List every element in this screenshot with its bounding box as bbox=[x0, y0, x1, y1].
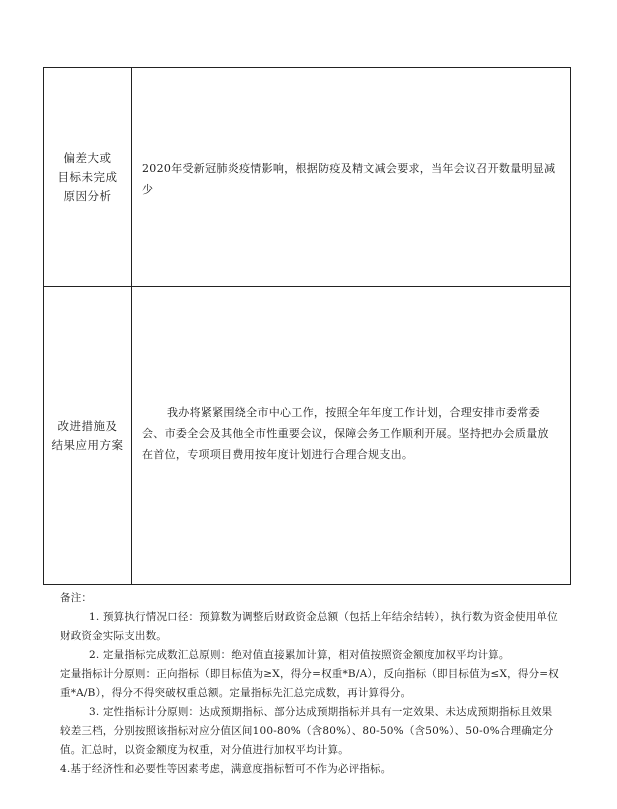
row-label-line: 偏差大或 bbox=[63, 150, 112, 165]
row-label-improvement-plan bbox=[44, 287, 132, 585]
table-row-improvement-plan bbox=[44, 287, 570, 585]
note-item-3: 3. 定性指标计分原则：达成预期指标、部分达成预期指标并具有一定效果、未达成预期指标且效果较差三档，分别按照该指标对应分值区间100-80%（含80%）、80-50%（含50%）、50-0%合理确定分值。汇总时，以资金额度为权重，对分值进行加权平均计算。 bbox=[60, 706, 554, 756]
improvement-plan-text: 我办将紧紧围绕全市中心工作，按照全年年度工作计划，合理安排市委常委会、市委全会及其他全市性重要会议，保障会务工作顺利开展。坚持把办会质量放在首位，专项项目费用按年度计划进行合理合规支出。 bbox=[142, 406, 549, 461]
note-item-2-scoring: 定量指标计分原则：正向指标（即目标值为≥X，得分=权重*B/A），反向指标（即目标值为≤X，得分=权重*A/B），得分不得突破权重总额。定量指标先汇总完成数，再计算得分。 bbox=[60, 668, 559, 699]
row-label-line: 原因分析 bbox=[63, 188, 112, 203]
notes-heading: 备注： bbox=[60, 592, 93, 604]
row-label-deviation-analysis bbox=[44, 68, 132, 286]
note-item-4: 4.基于经济性和必要性等因素考虑，满意度指标暂可不作为必评指标。 bbox=[60, 763, 392, 775]
notes-section bbox=[60, 589, 560, 779]
deviation-analysis-text: 2020年受新冠肺炎疫情影响，根据防疫及精文减会要求，当年会议召开数量明显减少 bbox=[142, 162, 556, 196]
row-label-line: 目标未完成 bbox=[57, 169, 118, 184]
table-row-deviation-analysis bbox=[44, 68, 570, 287]
performance-table bbox=[43, 67, 571, 585]
note-item-2: 2. 定量指标完成数汇总原则：绝对值直接累加计算，相对值按照资金额度加权平均计算。 bbox=[89, 649, 510, 661]
row-label-line: 结果应用方案 bbox=[51, 438, 124, 452]
row-label-line: 改进措施及 bbox=[57, 419, 118, 433]
note-item-1: 1. 预算执行情况口径：预算数为调整后财政资金总额（包括上年结余结转），执行数为资金使用单位财政资金实际支出数。 bbox=[60, 611, 558, 642]
